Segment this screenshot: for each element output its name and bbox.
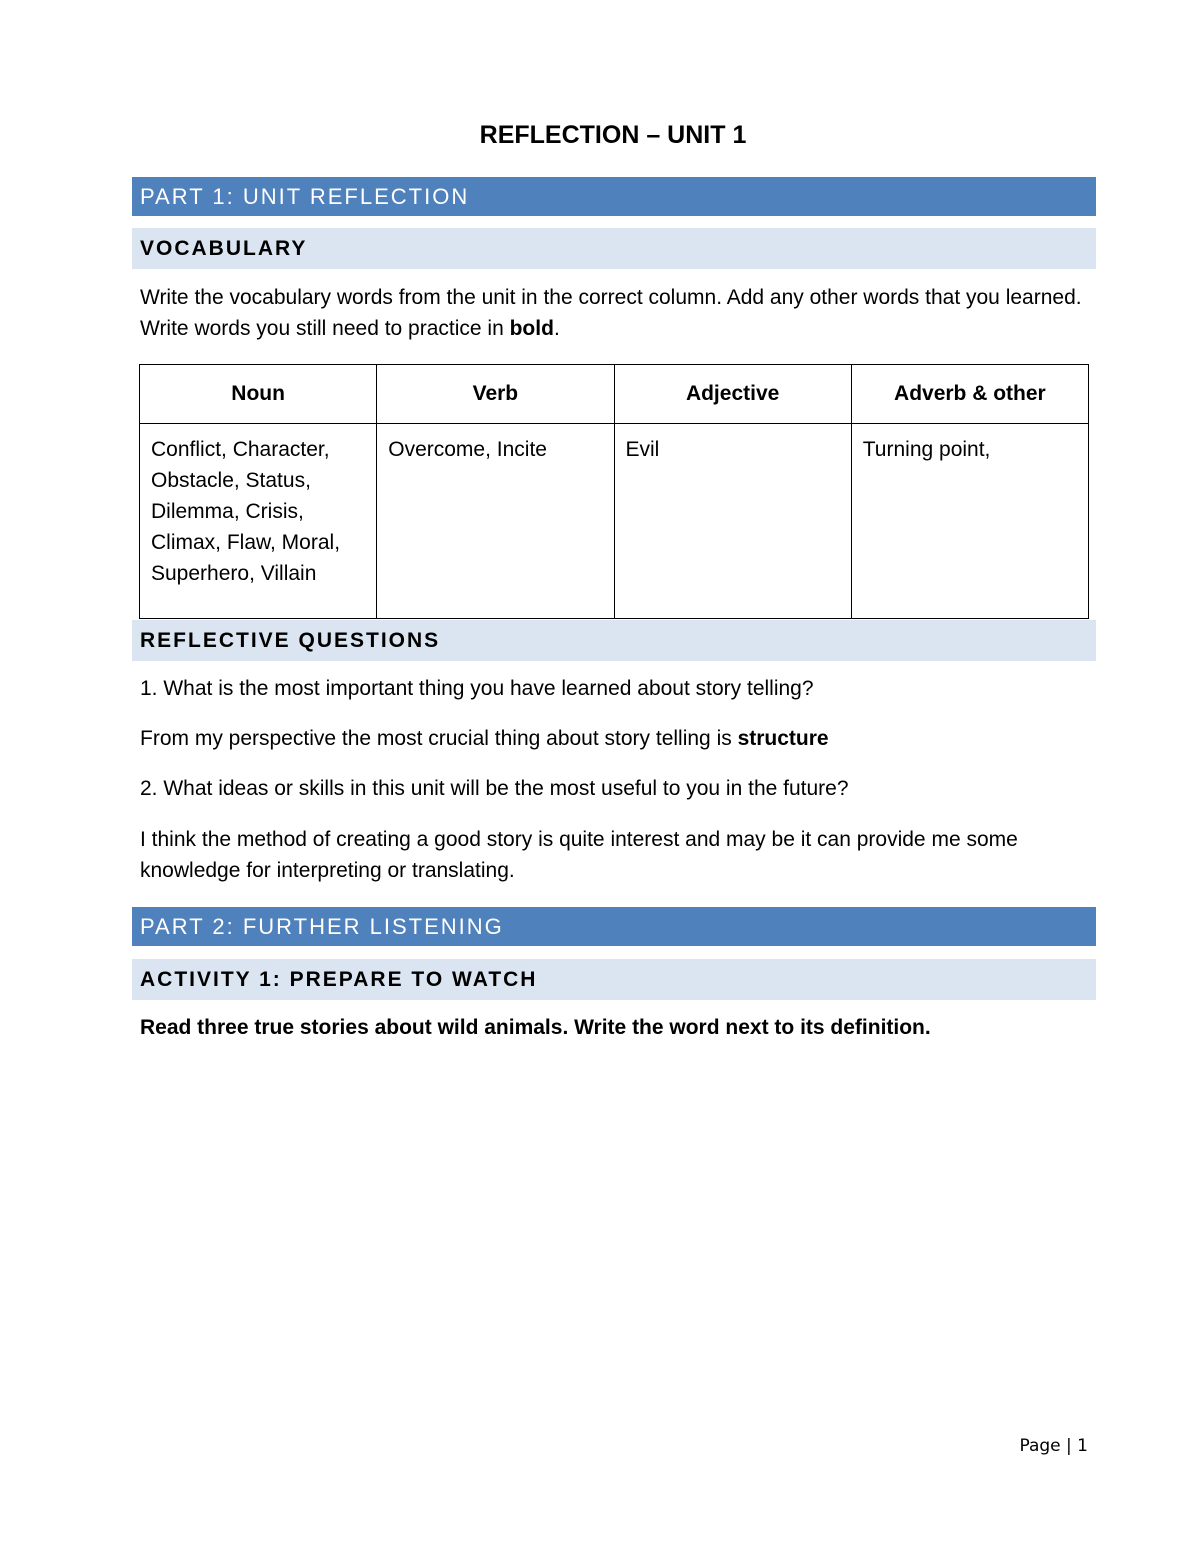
answer-2: I think the method of creating a good story is quite interest and may be it can provide me some knowledge for interpreting or translating. [140, 828, 1018, 882]
instruction-end: . [553, 317, 560, 340]
activity1-instruction: Read three true stories about wild animals. Write the word next to its definition. [140, 1016, 931, 1039]
vocabulary-instruction [140, 282, 1090, 344]
cell-adjectives[interactable]: Evil [614, 424, 851, 619]
instruction-text: Write the vocabulary words from the unit in the correct column. Add any other words that you learned. Write words you still need to practice in [140, 286, 1082, 340]
page-separator: | [1066, 1436, 1072, 1456]
answer-1 [140, 723, 1090, 754]
instruction-bold-word: bold [509, 317, 554, 340]
page-number: 1 [1077, 1436, 1088, 1456]
part2-heading: PART 2: FURTHER LISTENING [132, 907, 1096, 946]
answer-1-text: From my perspective the most crucial thing about story telling is [140, 727, 738, 750]
page-label: Page [1019, 1436, 1061, 1456]
reflective-questions-heading: REFLECTIVE QUESTIONS [132, 620, 1096, 661]
page-footer [1019, 1436, 1088, 1456]
cell-nouns[interactable]: Conflict, Character, Obstacle, Status, Dilemma, Crisis, Climax, Flaw, Moral, Superhero, Villain [140, 424, 377, 619]
activity1-heading: ACTIVITY 1: PREPARE TO WATCH [132, 959, 1096, 1000]
table-row [140, 424, 1089, 619]
question-2: 2. What ideas or skills in this unit will be the most useful to you in the future? [140, 777, 849, 800]
part1-heading: PART 1: UNIT REFLECTION [132, 177, 1096, 216]
header-noun: Noun [140, 365, 377, 424]
page-title: REFLECTION – UNIT 1 [479, 121, 747, 149]
header-adverb-other: Adverb & other [851, 365, 1088, 424]
vocabulary-table [139, 364, 1089, 619]
answer-1-bold: structure [737, 727, 829, 750]
cell-verbs[interactable]: Overcome, Incite [377, 424, 614, 619]
question-1: 1. What is the most important thing you have learned about story telling? [140, 677, 814, 700]
cell-adverbs-other[interactable]: Turning point, [851, 424, 1088, 619]
header-adjective: Adjective [614, 365, 851, 424]
table-header-row [140, 365, 1089, 424]
header-verb: Verb [377, 365, 614, 424]
vocabulary-heading: VOCABULARY [132, 228, 1096, 269]
